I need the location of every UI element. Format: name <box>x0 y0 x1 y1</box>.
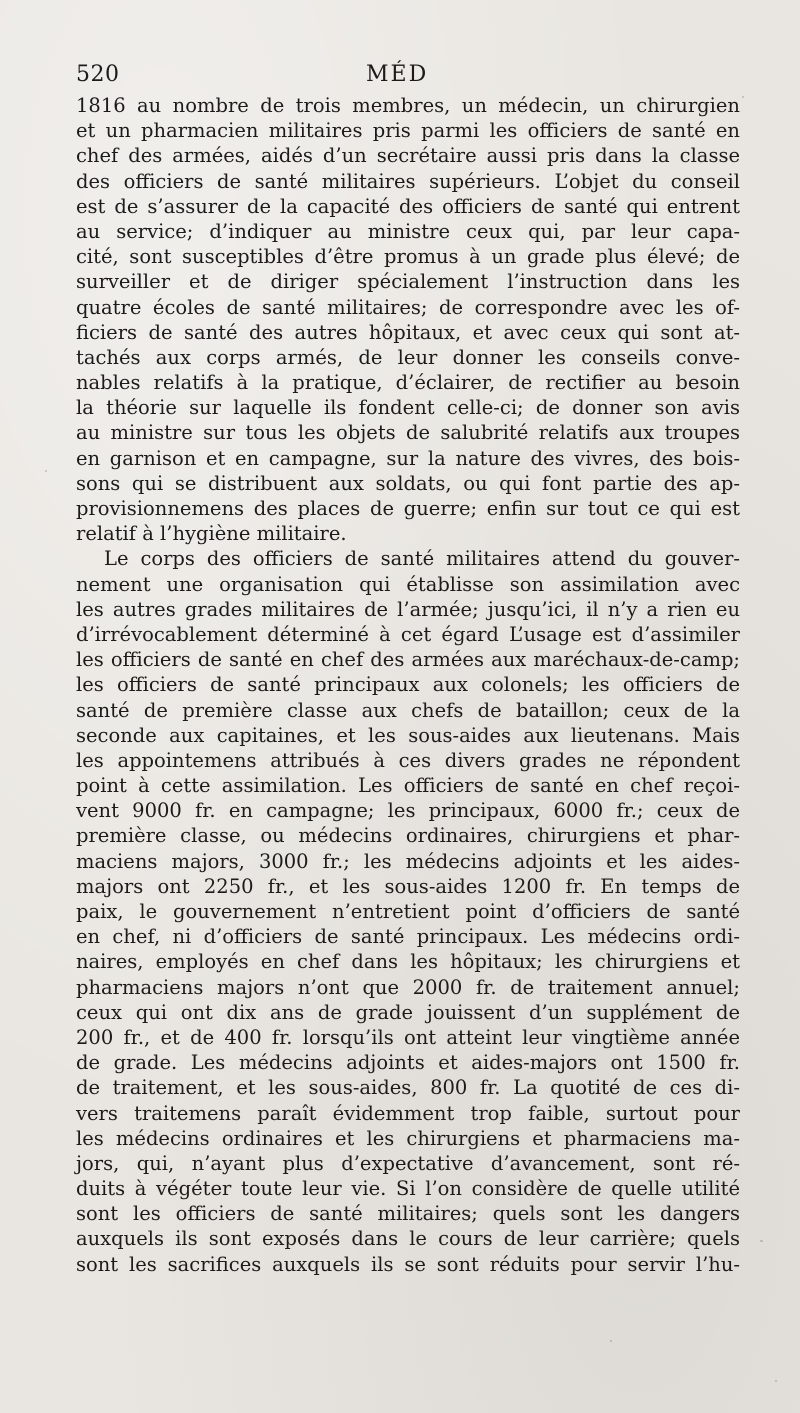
text-line: quatre écoles de santé militaires; de correspondre avec les of- <box>76 295 740 319</box>
text-line: point à cette assimilation. Les officiers de santé en chef reçoi- <box>76 774 740 798</box>
text-line: les appointemens attribués à ces divers grades ne répondent <box>76 748 740 772</box>
text-line: et un pharmacien militaires pris parmi les officiers de santé en <box>76 119 740 143</box>
text-line: auxquels ils sont exposés dans le cours de leur carrière; quels <box>76 1227 740 1251</box>
text-line: maciens majors, 3000 fr.; les médecins adjoints et les aides- <box>76 849 740 873</box>
paragraph-start-line: Le corps des officiers de santé militaires attend du gouver- <box>104 547 740 571</box>
paper-speck <box>775 1380 777 1382</box>
text-line: jors, qui, n’ayant plus d’expectative d’avancement, sont ré- <box>76 1151 740 1175</box>
text-line: naires, employés en chef dans les hôpitaux; les chirurgiens et <box>76 950 740 974</box>
text-line: les officiers de santé principaux aux colonels; les officiers de <box>76 673 740 697</box>
text-line: duits à végéter toute leur vie. Si l’on considère de quelle utilité <box>76 1177 740 1201</box>
text-line: en chef, ni d’officiers de santé principaux. Les médecins ordi- <box>76 925 740 949</box>
paragraph-end-line: relatif à l’hygiène militaire. <box>76 522 347 546</box>
text-line: paix, le gouvernement n’entretient point d’officiers de santé <box>76 900 740 923</box>
text-line: de grade. Les médecins adjoints et aides-majors ont 1500 fr. <box>76 1051 740 1075</box>
text-line: nables relatifs à la pratique, d’éclairer, de rectifier au besoin <box>76 371 740 395</box>
text-line: des officiers de santé militaires supérieurs. L’objet du conseil <box>76 169 740 193</box>
text-line: les médecins ordinaires et les chirurgiens et pharmaciens ma- <box>76 1126 740 1150</box>
text-line: vers traitemens paraît évidemment trop faible, surtout pour <box>76 1101 740 1125</box>
text-line: santé de première classe aux chefs de bataillon; ceux de la <box>76 698 740 722</box>
text-line: est de s’assurer de la capacité des officiers de santé qui entrent <box>76 194 740 218</box>
paper-speck <box>610 1340 612 1342</box>
text-line: sont les sacrifices auxquels ils se sont réduits pour servir l’hu- <box>76 1252 740 1276</box>
text-line: pharmaciens majors n’ont que 2000 fr. de traitement annuel; <box>76 975 740 999</box>
paper-speck <box>45 470 47 472</box>
text-line: tachés aux corps armés, de leur donner les conseils conve- <box>76 345 740 369</box>
text-line: surveiller et de diriger spécialement l’instruction dans les <box>76 270 740 294</box>
text-line: la théorie sur laquelle ils fondent celle-ci; de donner son avis <box>76 396 740 420</box>
text-line: sont les officiers de santé militaires; quels sont les dangers <box>76 1202 740 1226</box>
text-line: les officiers de santé en chef des armées aux maréchaux-de-camp; <box>76 648 740 672</box>
paper-speck <box>760 1240 763 1242</box>
text-line: au service; d’indiquer au ministre ceux qui, par leur capa- <box>76 219 740 243</box>
text-line: 1816 au nombre de trois membres, un médecin, un chirurgien <box>76 94 740 117</box>
text-line: chef des armées, aidés d’un secrétaire aussi pris dans la classe <box>76 144 740 168</box>
text-line: de traitement, et les sous-aides, 800 fr. La quotité de ces di- <box>76 1076 740 1100</box>
text-line: en garnison et en campagne, sur la nature des vivres, des bois- <box>76 446 740 470</box>
text-line: sons qui se distribuent aux soldats, ou qui font partie des ap- <box>76 471 740 495</box>
text-line: les autres grades militaires de l’armée; jusqu’ici, il n’y a rien eu <box>76 597 740 621</box>
text-line: d’irrévocablement déterminé à cet égard L’usage est d’assimiler <box>76 622 740 646</box>
paper-speck <box>742 96 744 98</box>
text-line: 200 fr., et de 400 fr. lorsqu’ils ont atteint leur vingtième année <box>76 1025 740 1049</box>
running-head: MÉD <box>366 62 429 87</box>
text-line: ficiers de santé des autres hôpitaux, et avec ceux qui sont at- <box>76 320 740 344</box>
text-line: vent 9000 fr. en campagne; les principaux, 6000 fr.; ceux de <box>76 799 740 823</box>
page-header <box>76 62 740 92</box>
text-line: première classe, ou médecins ordinaires, chirurgiens et phar- <box>76 824 740 848</box>
text-line: au ministre sur tous les objets de salubrité relatifs aux troupes <box>76 421 740 445</box>
text-line: majors ont 2250 fr., et les sous-aides 1200 fr. En temps de <box>76 874 740 898</box>
page-number: 520 <box>76 62 120 87</box>
text-line: cité, sont susceptibles d’être promus à un grade plus élevé; de <box>76 245 740 269</box>
text-line: seconde aux capitaines, et les sous-aides aux lieutenans. Mais <box>76 723 740 747</box>
body-text <box>76 93 740 1277</box>
text-line: nement une organisation qui établisse son assimilation avec <box>76 572 740 596</box>
text-line: provisionnemens des places de guerre; enfin sur tout ce qui est <box>76 497 740 520</box>
text-line: ceux qui ont dix ans de grade jouissent d’un supplément de <box>76 1000 740 1024</box>
